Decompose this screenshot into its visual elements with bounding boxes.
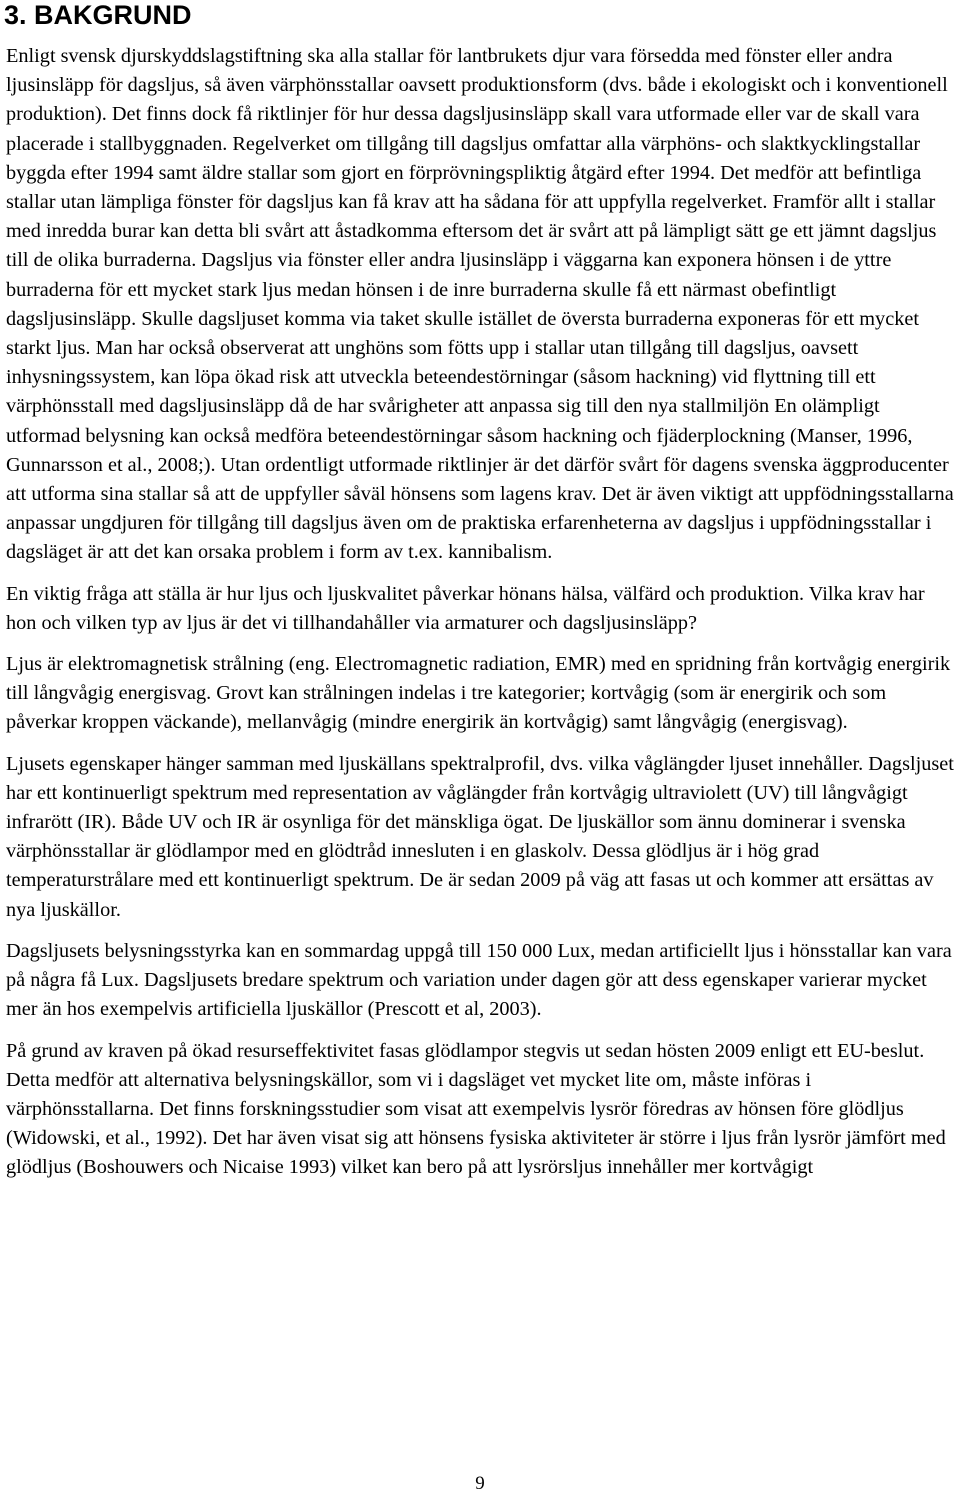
paragraph-spectral-profile: Ljusets egenskaper hänger samman med ljuskällans spektralprofil, dvs. vilka våglängder ljuset innehåller. Dagsljuset har ett kontinuerligt spektrum med representation av våglängder från kortvågig ultraviolett (UV) till långvågigt infrarött (IR). Både UV och IR är osynliga för det mänskliga ögat. De ljuskällor som ännu dominerar i svenska värphönsstallar är glödlampor med en glödtråd innesluten i en glaskolv. Dessa glödljus är i hög grad temperaturstrålare med ett kontinuerligt spektrum. De är sedan 2009 på väg att fasas ut och kommer att ersättas av nya ljuskällor. (6, 752, 954, 921)
page-number: 9 (475, 1473, 485, 1494)
paragraph-background-regulation: Enligt svensk djurskyddslagstiftning ska alla stallar för lantbrukets djur vara försedda med fönster eller andra ljusinsläpp för dagsljus, så även värphönsstallar oavsett produktionsform (dvs. både i ekologiskt och i konventionell produktion). Det finns dock få riktlinjer för hur dessa dagsljusinsläpp skall vara utformade eller var de skall vara placerade i stallbyggnaden. Regelverket om tillgång till dagsljus omfattar alla värphöns- och slaktkycklingstallar byggda efter 1994 samt äldre stallar som gjort en förprövningspliktig åtgärd efter 1994. Det medför att befintliga stallar utan lämpliga fönster för dagsljus kan få krav att ha sådana för att uppfylla regelverket. Framför allt i stallar med inredda burar kan detta bli svårt att åstadkomma eftersom det är svårt att på lämpligt sätt ge ett jämnt dagsljus till de olika burraderna. Dagsljus via fönster eller andra ljusinsläpp i väggarna kan exponera hönsen i de yttre burraderna för ett mycket stark ljus medan hönsen i de inre burraderna skulle få ett närmast obefintligt dagsljusinsläpp. Skulle dagsljuset komma via taket skulle istället de översta burraderna exponeras för ett mycket starkt ljus. Man har också observerat att unghöns som fötts upp i stallar utan tillgång till dagsljus, oavsett inhysningssystem, kan löpa ökad risk att utveckla beteendestörningar (såsom hackning) vid flyttning till ett värphönsstall med dagsljusinsläpp då de har svårigheter att anpassa sig till den nya stallmiljön En olämpligt utformad belysning kan också medföra beteendestörningar såsom hackning och fjäderplockning (Manser, 1996, Gunnarsson et al., 2008;). Utan ordentligt utformade riktlinjer är det därför svårt för dagens svenska äggproducenter att utforma sina stallar så att de uppfyller såväl hönsens som lagens krav. Det är även viktigt att uppfödningsstallarna anpassar ungdjuren för tillgång till dagsljus även om de praktiska erfarenheterna av dagsljus i uppfödningsstallar i dagsläget är att det kan orsaka problem i form av t.ex. kannibalism. (6, 45, 954, 564)
paragraph-key-question: En viktig fråga att ställa är hur ljus och ljuskvalitet påverkar hönans hälsa, välfärd och produktion. Vilka krav har hon och vilken typ av ljus är det vi tillhandahåller via armaturer och dagsljusinsläpp? (6, 582, 925, 634)
section-heading: 3. BAKGRUND (4, 0, 192, 30)
document-page (6, 0, 954, 1195)
paragraph-electromagnetic-radiation: Ljus är elektromagnetisk strålning (eng. Electromagnetic radiation, EMR) med en spridning från kortvågig energirik till långvågig energisvag. Grovt kan strålningen indelas i tre kategorier; kortvågig (som är energirik och som påverkar kroppen väckande), mellanvågig (mindre energirik än kortvågig) samt långvågig (energisvag). (6, 653, 951, 734)
paragraph-phase-out: På grund av kraven på ökad resurseffektivitet fasas glödlampor stegvis ut sedan hösten 2009 enligt ett EU-beslut. Detta medför att alternativa belysningskällor, som vi i dagsläget vet mycket lite om, måste införas i värphönsstallarna. Det finns forskningsstudier som visat att exempelvis lysrör föredras av hönsen före glödljus (Widowski, et al., 1992). Det har även visat sig att hönsens fysiska aktiviteter är större i ljus från lysrör jämfört med glödljus (Boshouwers och Nicaise 1993) vilket kan bero på att lysrörsljus innehåller mer kortvågigt (6, 1039, 946, 1179)
paragraph-illuminance: Dagsljusets belysningsstyrka kan en sommardag uppgå till 150 000 Lux, medan artificiellt ljus i hönsstallar kan vara på några få Lux. Dagsljusets bredare spektrum och variation under dagen gör att dess egenskaper varierar mycket mer än hos exempelvis artificiella ljuskällor (Prescott et al, 2003). (6, 939, 952, 1021)
